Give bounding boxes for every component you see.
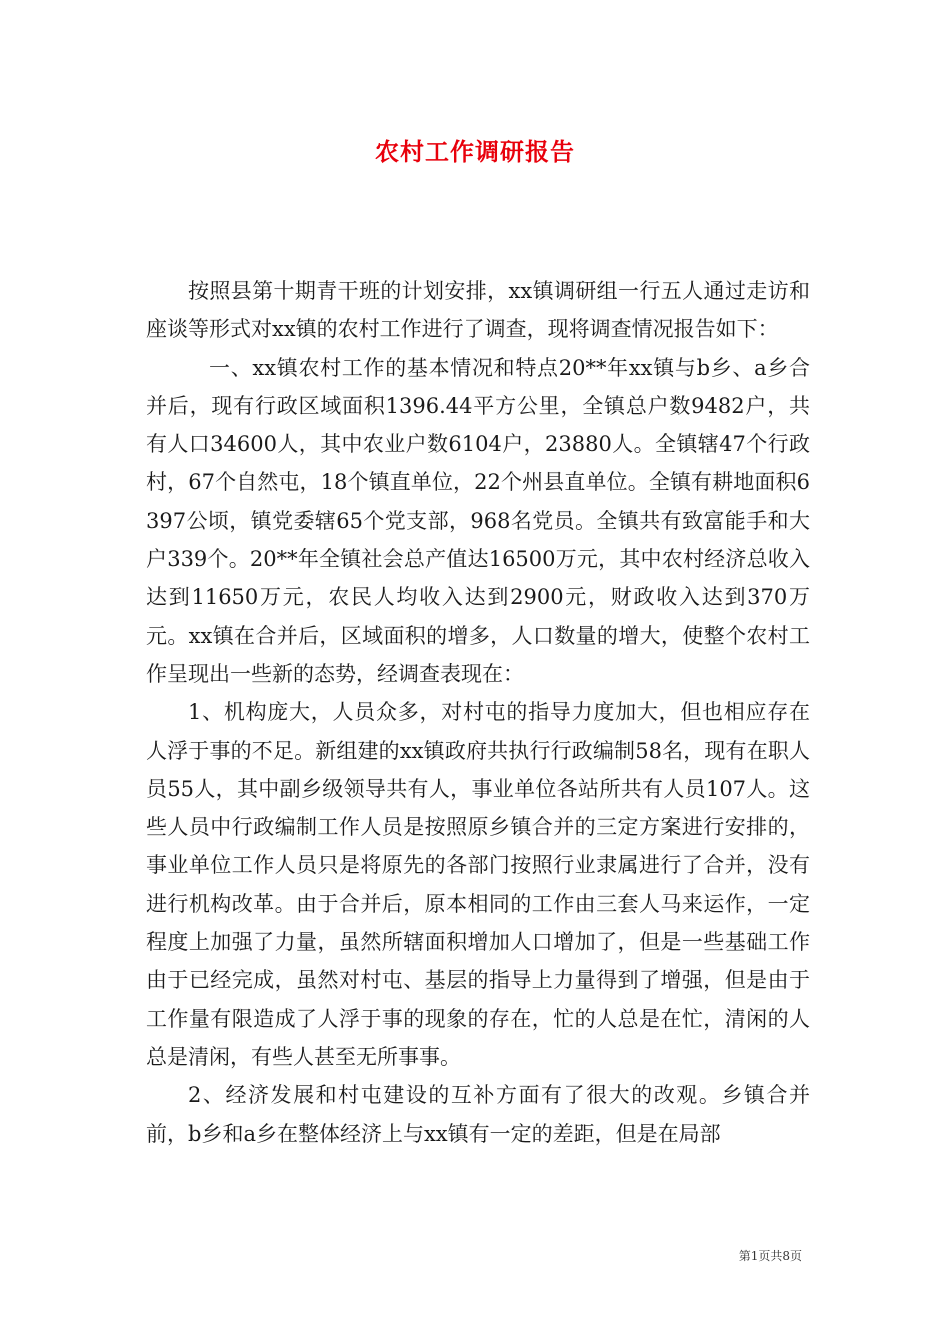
paragraph-intro: 按照县第十期青干班的计划安排，xx镇调研组一行五人通过走访和座谈等形式对xx镇的农村工作进行了调查，现将调查情况报告如下： — [146, 279, 810, 342]
document-body — [146, 272, 810, 1153]
page-number: 第1页共8页 — [738, 1249, 802, 1263]
paragraph-section-1: 一、xx镇农村工作的基本情况和特点20**年xx镇与b乡、a乡合并后，现有行政区域面积1396.44平方公里，全镇总户数9482户，共有人口34600人，其中农业户数6104户，23880人。全镇辖47个行政村，67个自然屯，18个镇直单位，22个州县直单位。全镇有耕地面积6397公顷，镇党委辖65个党支部，968名党员。全镇共有致富能手和大户339个。20**年全镇社会总产值达16500万元，其中农村经济总收入达到11650万元，农民人均收入达到2900元，财政收入达到370万元。xx镇在合并后，区域面积的增多，人口数量的增大，使整个农村工作呈现出一些新的态势，经调查表现在： — [146, 355, 810, 686]
paragraph-point-1: 1、机构庞大，人员众多，对村屯的指导力度加大，但也相应存在人浮于事的不足。新组建的xx镇政府共执行行政编制58名，现有在职人员55人，其中副乡级领导共有人，事业单位各站所共有人员107人。这些人员中行政编制工作人员是按照原乡镇合并的三定方案进行安排的，事业单位工作人员只是将原先的各部门按照行业隶属进行了合并，没有进行机构改革。由于合并后，原本相同的工作由三套人马来运作，一定程度上加强了力量，虽然所辖面积增加人口增加了，但是一些基础工作由于已经完成，虽然对村屯、基层的指导上力量得到了增强，但是由于工作量有限造成了人浮于事的现象的存在，忙的人总是在忙，清闲的人总是清闲，有些人甚至无所事事。 — [146, 700, 810, 1069]
document-title: 农村工作调研报告 — [375, 137, 575, 166]
paragraph-point-2: 2、经济发展和村屯建设的互补方面有了很大的改观。乡镇合并前，b乡和a乡在整体经济上与xx镇有一定的差距，但是在局部 — [146, 1083, 810, 1146]
